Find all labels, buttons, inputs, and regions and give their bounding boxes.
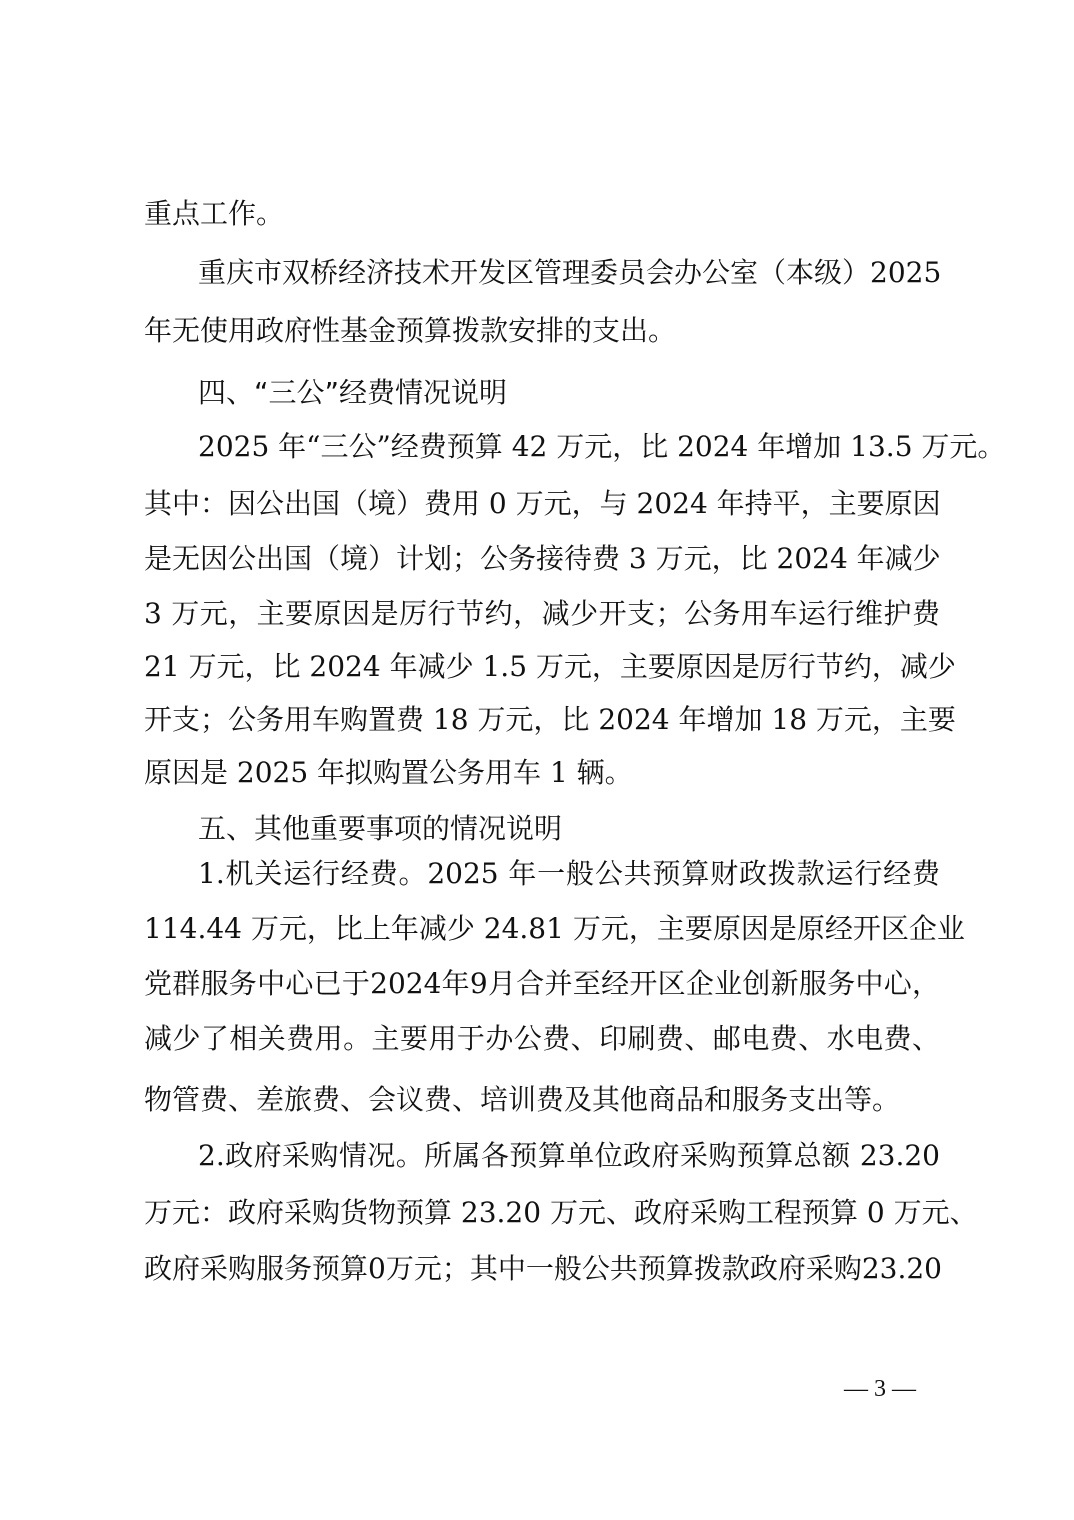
section-heading: 五、其他重要事项的情况说明 <box>198 812 563 845</box>
paragraph-line: 减少了相关费用。主要用于办公费、印刷费、邮电费、水电费、 <box>144 1022 940 1055</box>
paragraph-line: 重点工作。 <box>144 197 285 230</box>
paragraph-line: 1.机关运行经费。2025 年一般公共预算财政拨款运行经费 <box>198 857 940 890</box>
paragraph-line: 年无使用政府性基金预算拨款安排的支出。 <box>144 314 677 347</box>
paragraph-line: 21 万元，比 2024 年减少 1.5 万元，主要原因是厉行节约，减少 <box>144 650 956 683</box>
paragraph-line: 是无因公出国（境）计划；公务接待费 3 万元，比 2024 年减少 <box>144 542 941 575</box>
paragraph-line: 3 万元，主要原因是厉行节约，减少开支；公务用车运行维护费 <box>144 597 940 630</box>
paragraph-line: 原因是 2025 年拟购置公务用车 1 辆。 <box>144 756 633 789</box>
paragraph-line: 重庆市双桥经济技术开发区管理委员会办公室（本级）2025 <box>198 256 942 289</box>
paragraph-line: 开支；公务用车购置费 18 万元，比 2024 年增加 18 万元，主要 <box>144 703 956 736</box>
paragraph-line: 114.44 万元，比上年减少 24.81 万元，主要原因是原经开区企业 <box>144 912 965 945</box>
paragraph-line: 2025 年“三公”经费预算 42 万元，比 2024 年增加 13.5 万元。 <box>198 430 1006 463</box>
paragraph-line: 党群服务中心已于2024年9月合并至经开区企业创新服务中心， <box>144 967 940 1000</box>
paragraph-line: 万元：政府采购货物预算 23.20 万元、政府采购工程预算 0 万元、 <box>144 1196 978 1229</box>
paragraph-line: 2.政府采购情况。所属各预算单位政府采购预算总额 23.20 <box>198 1139 940 1172</box>
paragraph-line: 物管费、差旅费、会议费、培训费及其他商品和服务支出等。 <box>144 1083 901 1116</box>
section-heading: 四、“三公”经费情况说明 <box>198 376 508 409</box>
paragraph-line: 其中：因公出国（境）费用 0 万元，与 2024 年持平，主要原因 <box>144 487 941 520</box>
page-number: — 3 — <box>844 1376 916 1402</box>
paragraph-line: 政府采购服务预算0万元；其中一般公共预算拨款政府采购23.20 <box>144 1252 942 1285</box>
